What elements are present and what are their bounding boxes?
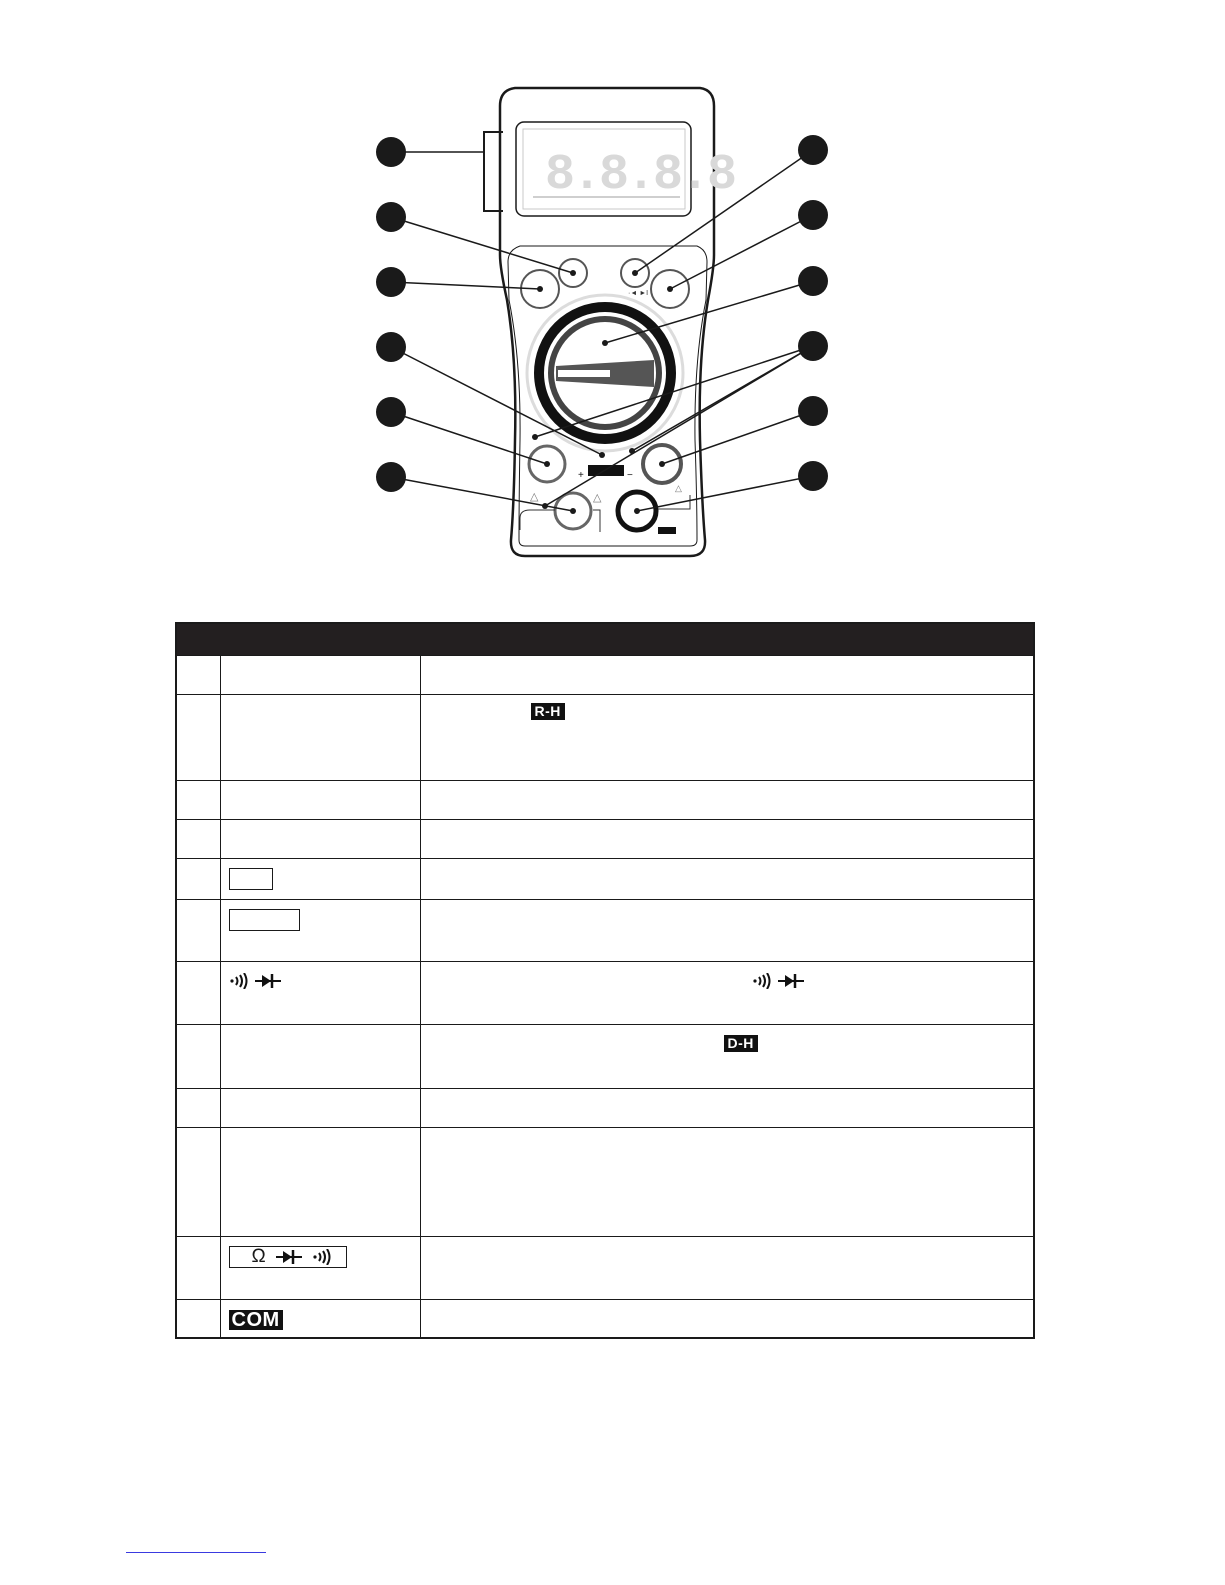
table-row — [176, 781, 1034, 820]
continuity-diode-symbols — [229, 973, 281, 989]
table-row — [176, 859, 1034, 900]
range-key-label — [229, 909, 300, 931]
diode-icon — [255, 973, 281, 989]
v-ohm-jack-label — [229, 1246, 347, 1268]
rotary-dial — [527, 295, 683, 451]
svg-text:−: − — [627, 470, 633, 481]
omega-icon: Ω — [251, 1246, 266, 1267]
callout-marker — [798, 331, 828, 361]
callout-marker — [798, 200, 828, 230]
table-row — [176, 1300, 1034, 1338]
callout-marker — [798, 135, 828, 165]
callout-marker — [376, 462, 406, 492]
diode-icon — [778, 973, 804, 989]
continuity-diode-symbols-inline — [752, 973, 804, 989]
lcd-display — [516, 122, 735, 216]
row-name — [220, 695, 420, 781]
callout-marker — [798, 461, 828, 491]
input-jacks — [520, 445, 690, 534]
battery-symbol — [578, 465, 633, 481]
callout-marker — [376, 332, 406, 362]
svg-text:·◄ ►I: ·◄ ►I — [628, 290, 649, 297]
row-name — [220, 656, 420, 695]
hold-key-label — [229, 868, 273, 890]
table-row — [176, 656, 1034, 695]
table-row — [176, 820, 1034, 859]
callout-marker — [376, 267, 406, 297]
callout-marker — [376, 137, 406, 167]
parts-table — [175, 622, 1035, 1339]
diode-icon — [276, 1249, 302, 1265]
callout-marker — [376, 397, 406, 427]
callout-marker — [798, 266, 828, 296]
footer-link-underline[interactable] — [126, 1552, 266, 1553]
table-row — [176, 1089, 1034, 1128]
svg-text:△: △ — [593, 492, 602, 504]
table-row — [176, 695, 1034, 781]
svg-text:△: △ — [530, 491, 539, 503]
row-description — [420, 695, 1034, 781]
svg-text:△: △ — [675, 483, 682, 493]
range-hold-badge: R-H — [531, 703, 565, 720]
lcd-digits: 8.8.8.8 — [545, 147, 735, 204]
svg-text:+: + — [578, 470, 584, 481]
table-row — [176, 1128, 1034, 1237]
table-row — [176, 900, 1034, 962]
row-number — [176, 695, 220, 781]
table-row — [176, 1237, 1034, 1300]
multimeter-diagram — [0, 0, 1225, 600]
callout-marker — [798, 396, 828, 426]
table-header-row — [176, 623, 1034, 656]
row-description — [420, 656, 1034, 695]
continuity-icon — [229, 973, 249, 989]
table-row — [176, 962, 1034, 1025]
data-hold-badge: D-H — [724, 1035, 758, 1052]
continuity-icon — [752, 973, 772, 989]
table-row — [176, 1025, 1034, 1089]
continuity-icon — [312, 1249, 332, 1265]
row-number — [176, 656, 220, 695]
callout-marker — [376, 202, 406, 232]
com-jack-label: COM — [229, 1310, 283, 1330]
